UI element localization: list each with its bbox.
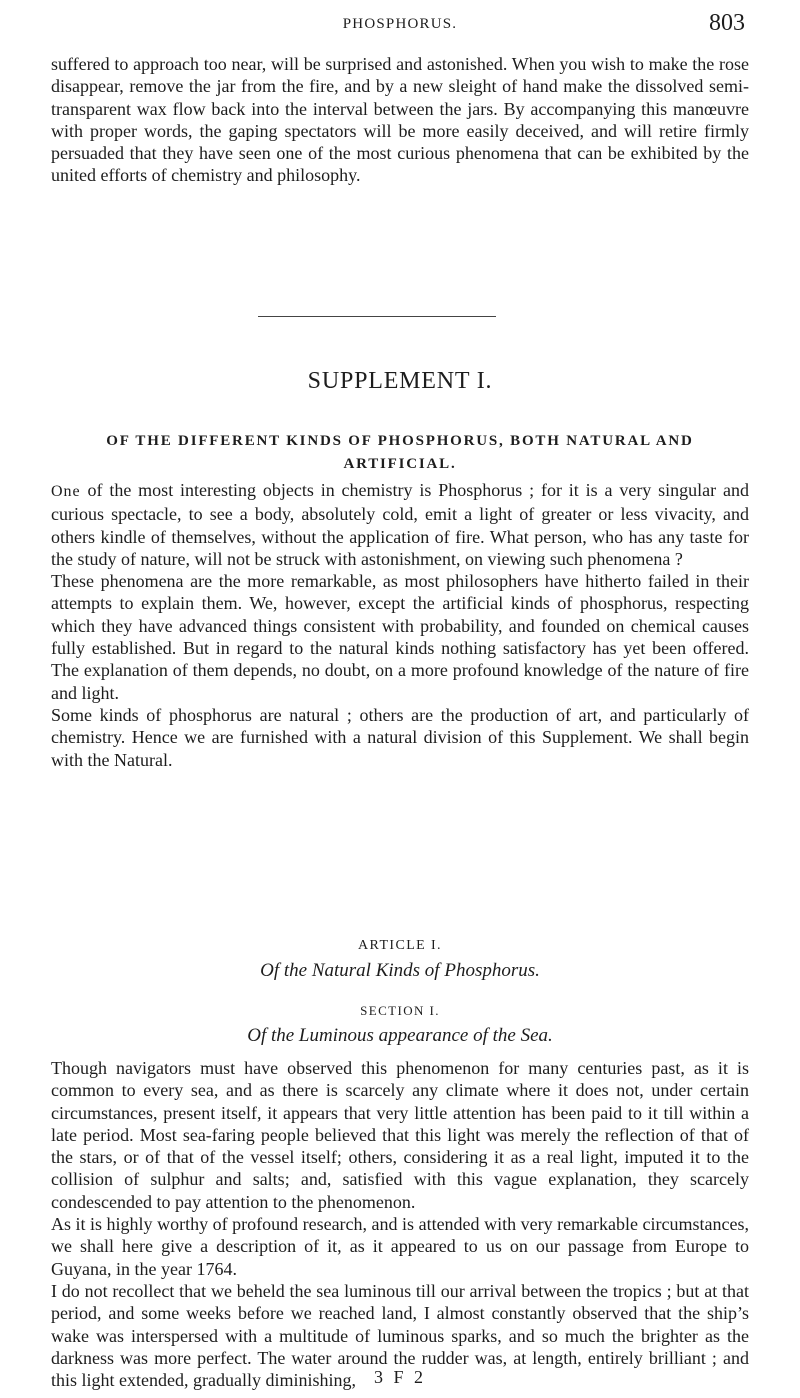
page-number: 803 xyxy=(709,10,745,36)
supplement-paragraph-3: Some kinds of phosphorus are natural ; others are the production of art, and particularly of chemistry. Hence we are furnished with a natural division of this Supplement. We shall begin with the Natural. xyxy=(51,704,749,770)
running-head: PHOSPHORUS. xyxy=(342,16,458,32)
intro-paragraph-text: of the most interesting objects in chemistry is Phosphorus ; for it is a very singular and curious spectacle, to see a body, absolutely cold, emit a light of greater or less vivacity, and others kindle of themselves, without the application of fire. What person, who has any taste for the study of nature, will not be struck with astonishment, on viewing such phenomena ? xyxy=(51,480,749,569)
article-title: Of the Natural Kinds of Phosphorus. xyxy=(260,960,540,981)
opening-text xyxy=(51,53,749,187)
section-divider-rule xyxy=(258,316,496,317)
supplement-intro xyxy=(51,479,749,771)
intro-first-word: One xyxy=(51,483,81,500)
article-label: ARTICLE I. xyxy=(358,938,442,953)
printer-signature: 3 F 2 xyxy=(373,1367,426,1387)
supplement-paragraph-2: These phenomena are the more remarkable, as most philosophers have hitherto failed in their attempts to explain them. We, however, except the artificial kinds of phosphorus, respecting which they have advanced things consistent with probability, and founded on chemical causes fully established. But in regard to the natural kinds nothing satisfactory has yet been offered. The explanation of them depends, no doubt, on a more profound knowledge of the nature of fire and light. xyxy=(51,571,749,703)
opening-paragraph: suffered to approach too near, will be surprised and astonished. When you wish to make the rose disappear, remove the jar from the fire, and by a new sleight of hand make the dissolved semi-transparent wax flow back into the interval between the jars. By accompanying this manœuvre with proper words, the gaping spectators will be more easily deceived, and will retire firmly persuaded that they have seen one of the most curious phenomena that can be exhibited by the united efforts of chemistry and philosophy. xyxy=(51,54,749,186)
section-title: Of the Luminous appearance of the Sea. xyxy=(247,1025,553,1046)
section-paragraph-1: Though navigators must have observed this phenomenon for many centuries past, as it is common to every sea, and as there is scarcely any climate where it does not, under certain circumstances, present itself, it appears that very little attention has been paid to it till within a late period. Most sea-faring people believed that this light was merely the reflection of that of the stars, or of that of the vessel itself; others, considering it as a real light, imputed it to the collision of sulphur and salts; and, satisfied with this vague explanation, they scarcely condescended to pay attention to the phenomenon. xyxy=(51,1058,749,1212)
section-paragraph-3: I do not recollect that we beheld the sea luminous till our arrival between the tropics ; but at that period, and some weeks before we reached land, I almost constantly observed that the ship’s wake was interspersed with a multitude of luminous sparks, and so much the brighter as the darkness was more perfect. The water around the rudder was, at length, entirely brilliant ; and this light extended, gradually diminishing, xyxy=(51,1280,749,1391)
intro-paragraph xyxy=(51,479,749,570)
section-label: SECTION I. xyxy=(360,1003,440,1018)
supplement-title: SUPPLEMENT I. xyxy=(307,368,493,394)
page-header xyxy=(0,8,800,36)
supplement-subtitle: OF THE DIFFERENT KINDS OF PHOSPHORUS, BOTH NATURAL AND ARTIFICIAL. xyxy=(106,433,694,472)
section-paragraph-2: As it is highly worthy of profound research, and is attended with very remarkable circumstances, we shall here give a description of it, as it appeared to us on our passage from Europe to Guyana, in the year 1764. xyxy=(51,1214,749,1279)
section-body xyxy=(51,1057,749,1391)
